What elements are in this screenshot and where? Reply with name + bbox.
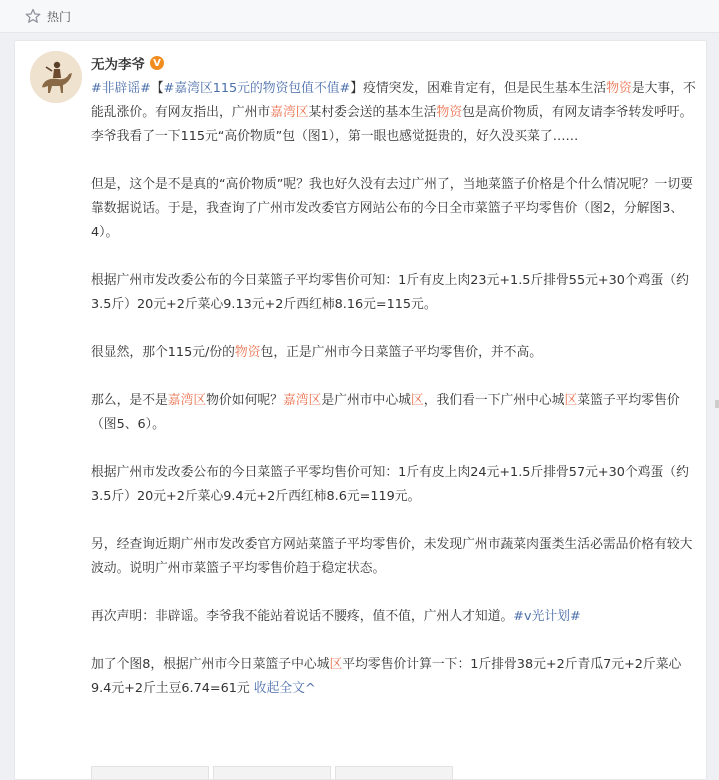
keyword-link[interactable]: 嘉湾区 [282, 393, 322, 408]
post-text: ，我们看一下广州中心城 [423, 393, 565, 408]
post-image-thumb[interactable] [335, 766, 453, 780]
post-text: 】疫情突发，困难肯定有，但是民生基本生活 [350, 81, 607, 96]
page-scrollbar[interactable] [715, 400, 719, 408]
post-text: 但是，这个是不是真的“高价物质”呢？我也好久没有去过广州了，当地菜篮子价格是个什么情况呢？一切要靠数据说话。于是，我查询了广州市发改委官方网站公布的今日全市菜篮子平均零售价（图2，分解图3、4）。 [91, 177, 693, 240]
paragraph-gap [91, 437, 697, 461]
collapse-text-button[interactable]: ^ [304, 681, 316, 696]
collapse-text-button[interactable]: 收起全文 [253, 681, 305, 696]
keyword-link[interactable]: 物资 [606, 81, 632, 96]
username-text[interactable]: 无为李爷 [91, 57, 145, 73]
paragraph-gap [91, 317, 697, 341]
post-paragraph [91, 173, 697, 245]
post-text: 根据广州市发改委公布的今日菜篮子平零均售价可知：1斤有皮上肉24元+1.5斤排骨57元+30个鸡蛋（约3.5斤）20元+2斤菜心9.4元+2斤西红柿8.6元=119元。 [91, 465, 689, 504]
post-image-strip [91, 766, 453, 780]
paragraph-gap [91, 365, 697, 389]
post-text: 物价如何呢？ [206, 393, 283, 408]
post-text: 菜篮子平均零售价（图5、6）。 [91, 393, 680, 432]
post-paragraph [91, 389, 697, 437]
topic-hashtag-link[interactable]: #非辟谣# [91, 81, 151, 96]
post-content [91, 77, 697, 701]
post-text: 某村委会送的基本生活 [308, 105, 437, 120]
topic-hashtag-link[interactable]: #嘉湾区115元的物资包值不值# [163, 81, 351, 96]
post-paragraph [91, 605, 697, 629]
post-text: 很显然，那个115元/份的 [91, 345, 235, 360]
paragraph-gap [91, 629, 697, 653]
post-text: 是大事，不能乱涨价。有网友指出，广州市 [91, 81, 696, 120]
post-text: 那么，是不是 [91, 393, 168, 408]
keyword-link[interactable]: 区 [410, 393, 424, 408]
post-image-thumb[interactable] [91, 766, 209, 780]
keyword-link[interactable]: 区 [564, 393, 578, 408]
keyword-link[interactable]: 物资 [234, 345, 261, 360]
keyword-link[interactable]: 嘉湾区 [167, 393, 207, 408]
weibo-post-card [14, 40, 707, 780]
post-text: 平均零售价计算一下：1斤排骨38元+2斤青瓜7元+2斤菜心9.4元+2斤土豆6.74=61元 [91, 657, 682, 696]
post-text: 包，正是广州市今日菜篮子平均零售价，并不高。 [260, 345, 543, 360]
paragraph-gap [91, 581, 697, 605]
star-icon [25, 8, 41, 24]
keyword-link[interactable]: 嘉湾区 [270, 105, 309, 120]
hot-label: 热门 [47, 9, 72, 24]
post-text: 再次声明：非辟谣。李爷我不能站着说话不腰疼，值不值，广州人才知道。 [91, 609, 514, 624]
paragraph-gap [91, 149, 697, 173]
username[interactable] [91, 53, 164, 73]
keyword-link[interactable]: 区 [329, 657, 343, 672]
post-paragraph [91, 77, 697, 149]
keyword-link[interactable]: 物资 [436, 105, 463, 120]
post-text: 加了个图8，根据广州市今日菜篮子中心城 [91, 657, 330, 672]
post-paragraph [91, 269, 697, 317]
verified-v-icon: V [150, 56, 164, 70]
post-paragraph [91, 653, 697, 701]
post-text: 【 [150, 81, 164, 96]
user-avatar[interactable] [30, 51, 82, 103]
post-text: 根据广州市发改委公布的今日菜篮子平均零售价可知：1斤有皮上肉23元+1.5斤排骨55元+30个鸡蛋（约3.5斤）20元+2斤菜心9.13元+2斤西红柿8.16元=115元。 [91, 273, 689, 312]
paragraph-gap [91, 509, 697, 533]
post-text: 是广州市中心城 [321, 393, 411, 408]
post-paragraph [91, 461, 697, 509]
post-paragraph [91, 533, 697, 581]
topic-hashtag-link[interactable]: #v光计划# [513, 609, 581, 624]
post-text: 包是高价物质，有网友请李爷转发呼吁。李爷我看了一下115元“高价物质”包（图1），第一眼也感觉挺贵的，好久没买菜了…… [91, 105, 693, 144]
post-image-thumb[interactable] [213, 766, 331, 780]
hot-section-header [0, 0, 719, 33]
post-paragraph [91, 341, 697, 365]
paragraph-gap [91, 245, 697, 269]
post-text: 另，经查询近期广州市发改委官方网站菜篮子平均零售价，未发现广州市蔬菜肉蛋类生活必需品价格有较大波动。说明广州市菜篮子平均零售价趋于稳定状态。 [91, 537, 693, 576]
